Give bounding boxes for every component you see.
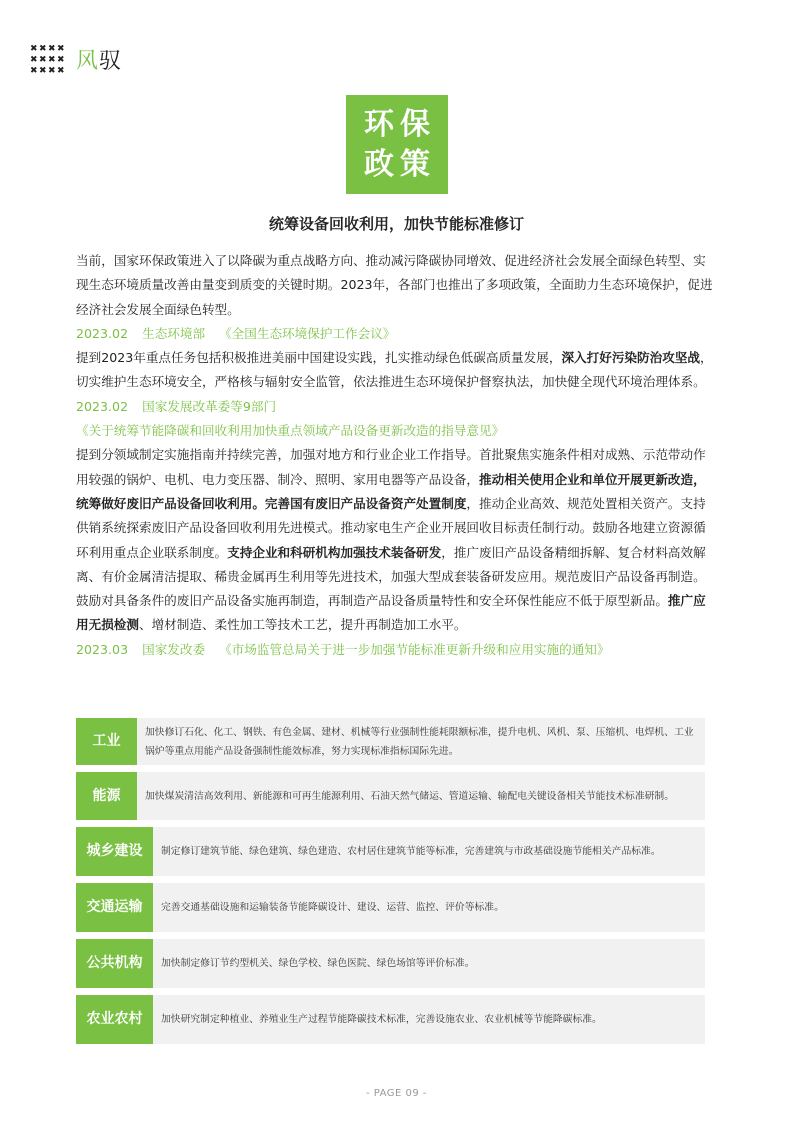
- policy-text: 、增材制造、柔性加工等技术工艺，提升再制造加工水平。: [138, 617, 467, 633]
- policy-dept: 国家发展改革委等9部门: [142, 398, 277, 414]
- policy-header-3: [76, 638, 716, 662]
- logo-cross: ✖: [48, 54, 56, 65]
- logo-cross: ✖: [39, 54, 47, 65]
- brand-name: [76, 44, 122, 75]
- logo-cross: ✖: [57, 54, 65, 65]
- logo-cross: ✖: [30, 54, 38, 65]
- policy-highlight: 支持企业和科研机构加强技术装备研发: [227, 544, 442, 560]
- policy-highlight: 深入打好污染防治攻坚战: [561, 350, 700, 366]
- page-number: - PAGE 09 -: [365, 1088, 428, 1099]
- brand-name-part1: 风: [76, 49, 100, 74]
- policy-text: 提到分领域制定实施指南并持续完善，加强对地方和行业企业工作指导。首批聚焦实施条件相对成熟、示范带动作用较强的锅炉、电机、电力变压器、制冷、照明、家用电器等产品设备，: [76, 447, 706, 487]
- row-category: 城乡建设: [76, 827, 153, 876]
- row-description: 加快煤炭清洁高效利用、新能源和可再生能源利用、石油天然气储运、管道运输、输配电关键设备相关节能技术标准研制。: [145, 790, 675, 802]
- brand-logo: [30, 44, 122, 75]
- brand-name-part2: 驭: [99, 49, 123, 74]
- policy-text: ，推广废旧产品设备精细拆解、复合材料高效解离、有价金属清洁提取、稀贵金属再生利用等先进技术，加强大型成套装备研发应用。规范废旧产品设备再制造。鼓励对具备条件的废旧产品设备实施再制造，再制造产品设备质量特性和安全环保性能应不低于原型新品。: [76, 544, 706, 609]
- row-description: 加快修订石化、化工、钢铁、有色金属、建材、机械等行业强制性能耗限额标准，提升电机、风机、泵、压缩机、电焊机、工业锅炉等重点用能产品设备强制性能效标准，努力实现标准指标国际先进。: [145, 726, 694, 757]
- standards-table: [76, 718, 705, 1051]
- policy-body-2: [76, 443, 716, 637]
- policy-text: 提到2023年重点任务包括积极推进美丽中国建设实践，扎实推动绿色低碳高质量发展，: [76, 350, 562, 366]
- logo-cross: ✖: [30, 65, 38, 76]
- row-description: 加快制定修订节约型机关、绿色学校、绿色医院、绿色场馆等评价标准。: [161, 958, 475, 969]
- logo-cross: ✖: [57, 65, 65, 76]
- policy-title: 《全国生态环境保护工作会议》: [219, 325, 396, 341]
- row-category: 能源: [76, 772, 137, 820]
- policy-highlight: 推广应用无损检测: [76, 593, 706, 633]
- row-description: 制定修订建筑节能、绿色建筑、绿色建造、农村居住建筑节能等标准，完善建筑与市政基础设施节能相关产品标准。: [161, 846, 661, 857]
- logo-cross: ✖: [57, 43, 65, 54]
- policy-header-2: [76, 395, 716, 419]
- table-row: [76, 718, 705, 765]
- table-row: [76, 772, 705, 820]
- article-body: [76, 249, 716, 662]
- table-row: [76, 939, 705, 988]
- policy-date: 2023.02: [76, 325, 129, 341]
- row-category: 工业: [76, 718, 137, 765]
- row-category: 公共机构: [76, 939, 153, 988]
- policy-dept: 生态环境部: [142, 325, 206, 341]
- row-description: 完善交通基础设施和运输装备节能降碳设计、建设、运营、监控、评价等标准。: [161, 902, 504, 913]
- logo-cross: ✖: [48, 43, 56, 54]
- intro-paragraph: 当前，国家环保政策进入了以降碳为重点战略方向、推动减污降碳协同增效、促进经济社会发展全面绿色转型、实现生态环境质量改善由量变到质变的关键时期。2023年，各部门也推出了多项政策，全面助力生态环境保护，促进经济社会发展全面绿色转型。: [76, 253, 713, 317]
- table-row: [76, 883, 705, 932]
- policy-dept: 国家发改委: [142, 641, 206, 657]
- policy-title: 《市场监管总局关于进一步加强节能标准更新升级和应用实施的通知》: [219, 641, 610, 657]
- policy-text: ，推动企业高效、规范处置相关资产。支持供销系统探索废旧产品设备回收利用先进模式。推动家电生产企业开展回收目标责任制行动。鼓励各地建立资源循环利用重点企业联系制度。: [76, 495, 706, 560]
- logo-cross: ✖: [39, 65, 47, 76]
- row-category: 农业农村: [76, 995, 153, 1044]
- table-row: [76, 827, 705, 876]
- badge-line-1: 环保: [364, 106, 436, 142]
- logo-cross: ✖: [30, 43, 38, 54]
- logo-cross: ✖: [39, 43, 47, 54]
- page-headline: 统筹设备回收利用，加快节能标准修订: [268, 215, 524, 233]
- policy-header-1: [76, 322, 716, 346]
- logo-cross: ✖: [48, 65, 56, 76]
- badge-line-2: 政策: [364, 146, 436, 182]
- logo-mark-icon: [30, 45, 64, 75]
- policy-body-1: [76, 346, 716, 395]
- section-badge: [346, 95, 448, 194]
- table-row: [76, 995, 705, 1044]
- policy-highlight: 推动相关使用企业和单位开展更新改造，统筹做好废旧产品设备回收利用。完善国有废旧产品设备资产处置制度: [76, 471, 706, 511]
- row-category: 交通运输: [76, 883, 153, 932]
- policy-date: 2023.03: [76, 641, 129, 657]
- policy-text: ，切实维护生态环境安全，严格核与辐射安全监管，依法推进生态环境保护督察执法，加快健全现代环境治理体系。: [76, 350, 713, 390]
- policy-title-2: 《关于统筹节能降碳和回收利用加快重点领域产品设备更新改造的指导意见》: [76, 423, 505, 439]
- row-description: 加快研究制定种植业、养殖业生产过程节能降碳技术标准，完善设施农业、农业机械等节能降碳标准。: [161, 1014, 602, 1025]
- policy-date: 2023.02: [76, 398, 129, 414]
